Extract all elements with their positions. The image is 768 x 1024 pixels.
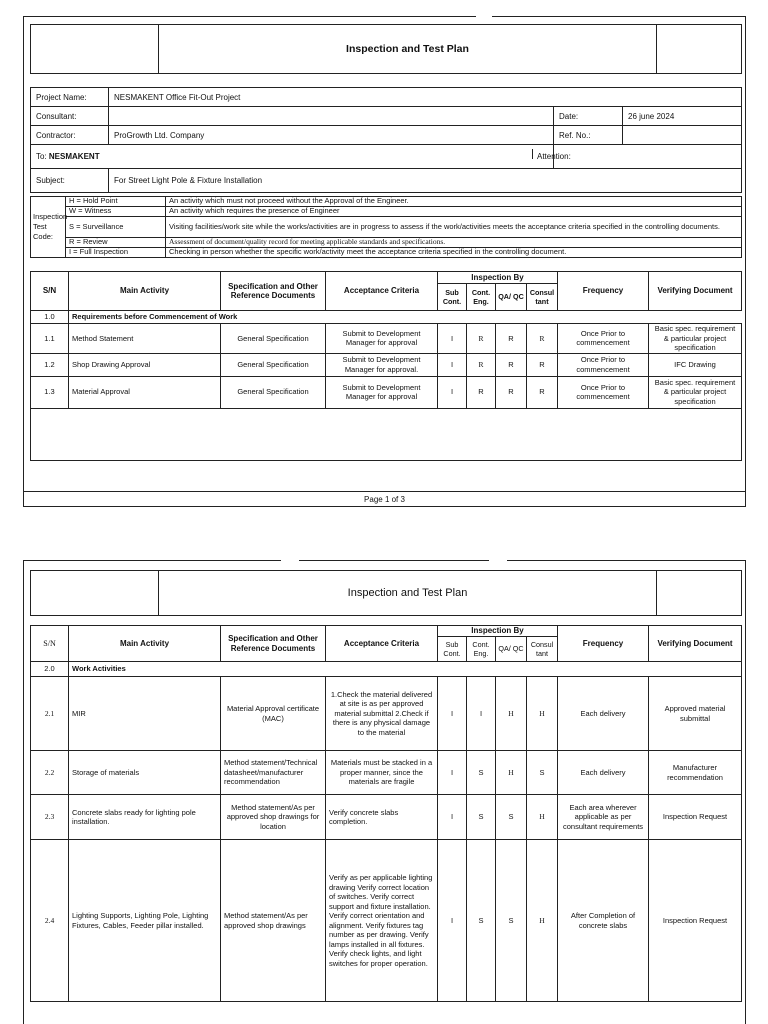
row-verify: Inspection Request [649, 840, 742, 1002]
project-info-table [30, 87, 742, 193]
row-verify: Manufacturer recommendation [649, 751, 742, 795]
col-inspection-by: Inspection By [438, 626, 558, 637]
col-cont-eng: Cont. Eng. [467, 637, 496, 662]
row-freq: Each delivery [558, 677, 649, 751]
col-qa-qc: QA/ QC [496, 637, 527, 662]
row-freq: Once Prior to commencement [558, 353, 649, 376]
col-cont-eng: Cont. Eng. [467, 284, 496, 311]
row-cons: R [527, 324, 558, 354]
inspection-code-table [30, 196, 742, 258]
row-spec: Method statement/Technical datasheet/manufacturer recommendation [221, 751, 326, 795]
row-criteria: Submit to Development Manager for approval [326, 324, 438, 354]
col-sub-cont: Sub Cont. [438, 637, 467, 662]
row-spec: Material Approval certificate (MAC) [221, 677, 326, 751]
row-criteria: Materials must be stacked in a proper manner, since the materials are fragile [326, 751, 438, 795]
page-edge-gap [476, 14, 492, 18]
itp-page-2 [23, 560, 746, 1024]
row-spec: General Specification [221, 376, 326, 408]
row-sub: I [438, 353, 467, 376]
table-row [31, 795, 742, 840]
row-freq: Each area wherever applicable as per consultant requirements [558, 795, 649, 840]
col-verifying: Verifying Document [649, 272, 742, 311]
table-row [31, 840, 742, 1002]
row-cons: R [527, 353, 558, 376]
to-value: NESMAKENT [48, 152, 100, 161]
row-eng: S [467, 751, 496, 795]
ref-no-value [623, 126, 742, 145]
table-row [31, 353, 742, 376]
row-freq: Once Prior to commencement [558, 324, 649, 354]
row-eng: S [467, 795, 496, 840]
table-row [31, 376, 742, 408]
row-cons: R [527, 376, 558, 408]
row-eng: R [467, 324, 496, 354]
row-criteria: Submit to Development Manager for approval [326, 376, 438, 408]
to-cell [31, 145, 554, 169]
row-verify: Basic spec. requirement & particular project specification [649, 324, 742, 354]
row-activity: Concrete slabs ready for lighting pole installation. [69, 795, 221, 840]
row-activity: Shop Drawing Approval [69, 353, 221, 376]
col-consultant: Consul tant [527, 637, 558, 662]
row-cons: H [527, 677, 558, 751]
title-frame [30, 570, 742, 616]
row-qa: R [496, 324, 527, 354]
consultant-value [109, 107, 554, 126]
row-spec: Method statement/As per approved shop drawings [221, 840, 326, 1002]
row-eng: S [467, 840, 496, 1002]
code-review: R = Review [66, 238, 166, 248]
col-spec: Specification and Other Reference Documents [221, 626, 326, 662]
col-verifying: Verifying Document [649, 626, 742, 662]
row-criteria: Submit to Development Manager for approval. [326, 353, 438, 376]
row-cons: H [527, 795, 558, 840]
section-sn: 2.0 [31, 662, 69, 677]
code-witness-desc: An activity which requires the presence of Engineer [166, 207, 742, 217]
row-sub: I [438, 795, 467, 840]
page-edge-gap [489, 558, 507, 562]
title-frame [30, 24, 742, 74]
row-sub: I [438, 677, 467, 751]
consultant-label: Consultant: [31, 107, 109, 126]
col-qa-qc: QA/ QC [496, 284, 527, 311]
blank-area [30, 409, 742, 461]
col-consultant: Consul tant [527, 284, 558, 311]
row-sn: 2.4 [31, 840, 69, 1002]
date-label: Date: [554, 107, 623, 126]
row-freq: Once Prior to commencement [558, 376, 649, 408]
row-sn: 2.3 [31, 795, 69, 840]
subject-label: Subject: [31, 169, 109, 193]
section-title: Work Activities [69, 662, 742, 677]
code-surveillance: S = Surveillance [66, 217, 166, 238]
page-title: Inspection and Test Plan [347, 587, 468, 599]
col-inspection-by: Inspection By [438, 272, 558, 284]
col-main-activity: Main Activity [69, 272, 221, 311]
row-eng: I [467, 677, 496, 751]
col-frequency: Frequency [558, 626, 649, 662]
col-sn: S/N [31, 272, 69, 311]
project-name-value: NESMAKENT Office Fit-Out Project [109, 88, 742, 107]
row-sub: I [438, 324, 467, 354]
row-qa: H [496, 751, 527, 795]
section-sn: 1.0 [31, 311, 69, 324]
row-sn: 1.2 [31, 353, 69, 376]
row-qa: R [496, 353, 527, 376]
row-eng: R [467, 353, 496, 376]
row-activity: Material Approval [69, 376, 221, 408]
table-row [31, 751, 742, 795]
table-row [31, 677, 742, 751]
row-verify: Basic spec. requirement & particular project specification [649, 376, 742, 408]
to-label: To: [36, 152, 47, 161]
row-eng: R [467, 376, 496, 408]
row-sub: I [438, 751, 467, 795]
row-spec: Method statement/As per approved shop drawings for location [221, 795, 326, 840]
row-sn: 2.2 [31, 751, 69, 795]
row-verify: IFC Drawing [649, 353, 742, 376]
code-full-inspection-desc: Checking in person whether the specific work/activity meet the acceptance criteria specified in the controlling document. [166, 248, 742, 258]
col-sn: S/N [31, 626, 69, 662]
row-sub: I [438, 376, 467, 408]
contractor-label: Contractor: [31, 126, 109, 145]
row-criteria: Verify concrete slabs completion. [326, 795, 438, 840]
col-spec: Specification and Other Reference Documents [221, 272, 326, 311]
inspection-test-code-label: Inspection Test Code: [31, 197, 66, 258]
code-surveillance-desc: Visiting facilities/work site while the works/activities are in progress to assess if the work/activities meets the acceptance criteria specified in the controlling documents. [166, 217, 742, 238]
row-criteria: 1.Check the material delivered at site is as per approved material submittal 2.Check if there is any physical damage to the material [326, 677, 438, 751]
page-footer: Page 1 of 3 [364, 495, 405, 504]
contractor-value: ProGrowth Ltd. Company [109, 126, 554, 145]
row-activity: Storage of materials [69, 751, 221, 795]
section-title: Requirements before Commencement of Work [69, 311, 742, 324]
date-value: 26 june 2024 [623, 107, 742, 126]
col-acceptance: Acceptance Criteria [326, 272, 438, 311]
row-cons: S [527, 751, 558, 795]
code-witness: W = Witness [66, 207, 166, 217]
code-hold-point: H = Hold Point [66, 197, 166, 207]
row-spec: General Specification [221, 353, 326, 376]
code-full-inspection: I = Full Inspection [66, 248, 166, 258]
row-qa: S [496, 795, 527, 840]
row-freq: Each delivery [558, 751, 649, 795]
col-acceptance: Acceptance Criteria [326, 626, 438, 662]
row-activity: Method Statement [69, 324, 221, 354]
col-main-activity: Main Activity [69, 626, 221, 662]
row-qa: S [496, 840, 527, 1002]
row-spec: General Specification [221, 324, 326, 354]
row-sn: 1.3 [31, 376, 69, 408]
row-sn: 2.1 [31, 677, 69, 751]
itp-page-1 [23, 16, 746, 507]
project-name-label: Project Name: [31, 88, 109, 107]
row-verify: Inspection Request [649, 795, 742, 840]
page-edge-gap [281, 558, 299, 562]
row-criteria: Verify as per applicable lighting drawing Verify correct location of switches. Verify correct support and fixture installation. Verify correct orientation and alignment. Verify fixtures tag number as per drawing. Verify lamps installed in all fixtures. Verify check lights, and light switches for proper operation. [326, 840, 438, 1002]
row-cons: H [527, 840, 558, 1002]
row-verify: Approved material submittal [649, 677, 742, 751]
itp-table-2 [30, 625, 742, 1002]
row-qa: R [496, 376, 527, 408]
row-qa: H [496, 677, 527, 751]
footer-rule [24, 491, 745, 492]
ref-no-label: Ref. No.: [554, 126, 623, 145]
page-title: Inspection and Test Plan [346, 43, 469, 55]
attention-label: Attention: [537, 152, 571, 161]
code-hold-point-desc: An activity which must not proceed without the Approval of the Engineer. [166, 197, 742, 207]
row-freq: After Completion of concrete slabs [558, 840, 649, 1002]
code-review-desc: Assessment of document/quality record for meeting applicable standards and specifications. [166, 238, 742, 248]
row-activity: Lighting Supports, Lighting Pole, Lighting Fixtures, Cables, Feeder pillar installed. [69, 840, 221, 1002]
itp-table-1 [30, 271, 742, 409]
row-sub: I [438, 840, 467, 1002]
col-frequency: Frequency [558, 272, 649, 311]
row-activity: MIR [69, 677, 221, 751]
table-row [31, 324, 742, 354]
subject-value: For Street Light Pole & Fixture Installation [109, 169, 742, 193]
attention-cell [537, 145, 742, 169]
col-sub-cont: Sub Cont. [438, 284, 467, 311]
row-sn: 1.1 [31, 324, 69, 354]
